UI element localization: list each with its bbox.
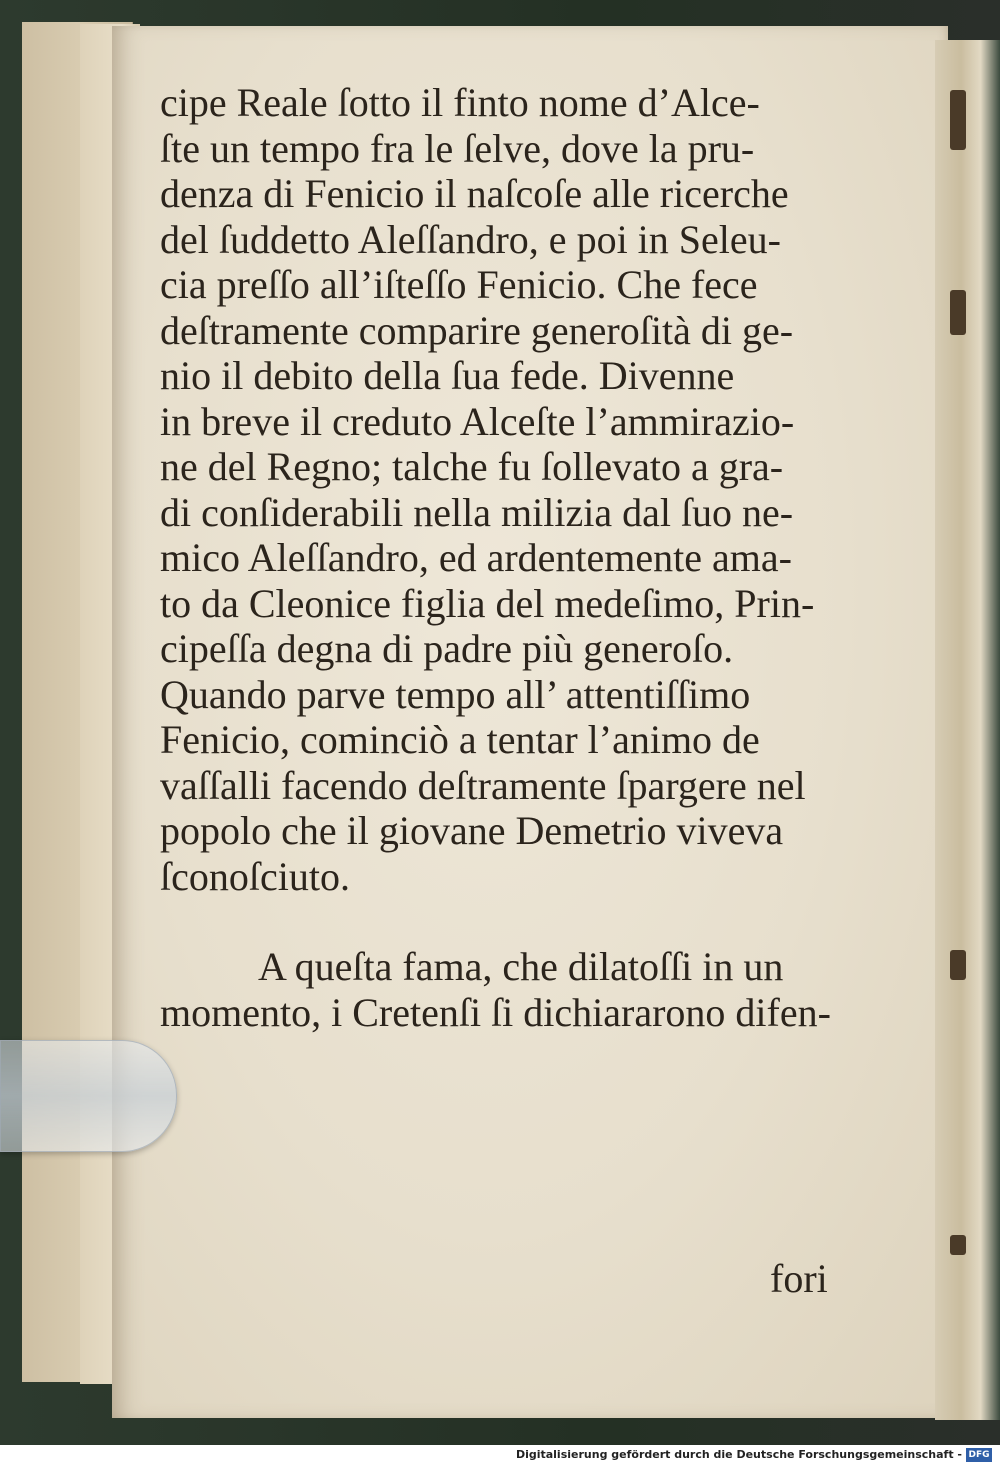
text-line: vaſſalli facendo deſtramente ſpargere nel [160,762,806,808]
paragraph-gap [160,899,860,944]
text-line: denza di Fenicio il naſcoſe alle ricerche [160,171,789,216]
dfg-logo: DFG [966,1448,992,1462]
footer-bar [0,1445,1000,1466]
text-line: momento, i Cretenſi ſi dichiararono difen- [160,989,831,1035]
glass-page-weight [0,1040,177,1152]
text-line: del ſuddetto Aleſſandro, e poi in Seleu- [160,216,781,262]
text-line: cia preſſo all’iſteſſo Fenicio. Che fece [160,262,758,307]
page-text [160,80,860,1035]
text-line: nio il debito della ſua fede. Divenne [160,353,735,398]
text-line: ſconoſciuto. [160,853,350,899]
text-line: cipe Reale ſotto il finto nome d’Alce- [160,80,760,125]
text-line: Fenicio, cominciò a tentar l’animo de [160,717,760,762]
text-line: ſte un tempo fra le ſelve, dove la pru- [160,125,755,171]
text-line: to da Cleonice figlia del medeſimo, Prin- [160,580,815,626]
text-line: cipeſſa degna di padre più generoſo. [160,626,734,671]
binding-stitch [950,90,966,150]
text-line: Quando parve tempo all’ attentiſſimo [160,671,751,717]
binding-stitch [950,1235,966,1255]
text-line: di conſiderabili nella milizia dal ſuo ne- [160,489,794,535]
text-line: in breve il creduto Alceſte l’ammirazio- [160,398,795,444]
binding-stitch [950,290,966,335]
text-line: deſtramente comparire generoſità di ge- [160,307,794,353]
text-line: popolo che il giovane Demetrio viveva [160,808,784,853]
catchword: fori [770,1256,828,1301]
text-line: A queſta fama, che dilatoſſi in un [258,944,784,989]
funding-credit: Digitalisierung gefördert durch die Deutsche Forschungsgemeinschaft - [515,1448,962,1461]
binding-stitch [950,950,966,980]
text-line: ne del Regno; talche fu ſollevato a gra- [160,444,784,489]
text-line: mico Aleſſandro, ed ardentemente ama- [160,535,792,580]
book-gutter [935,40,1000,1420]
